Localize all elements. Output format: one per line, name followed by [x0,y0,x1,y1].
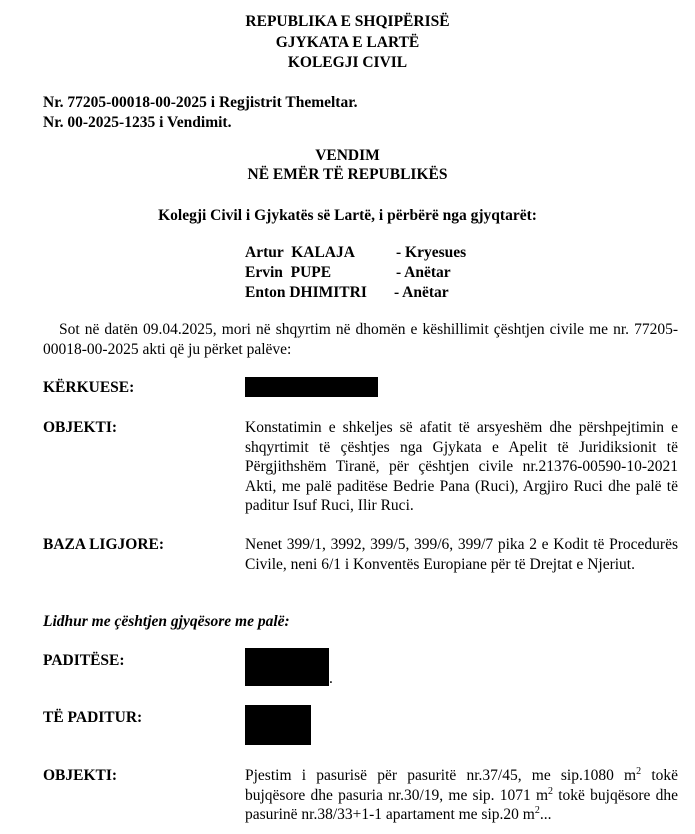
object2-text-part-4: ... [539,806,552,823]
header-republic: REPUBLIKA E SHQIPËRISË [245,13,450,30]
object-label-2: OBJEKTI: [43,767,118,784]
object2-sup-1: 2 [636,765,642,777]
object2-text-part-1: Pjestim i pasurisë për pasuritë nr.37/45, me sip.1080 m [245,767,637,784]
defendants-label: TË PADITUR: [43,709,143,726]
judge-name-2: Ervin PUPE [245,264,332,281]
header-court: GJYKATA E LARTË [275,34,420,51]
plaintiff-trailing-period: . [329,670,333,687]
legal-basis-text: Nenet 399/1, 3992, 399/5, 399/6, 399/7 pika 2 e Kodit të Procedurës Civile, neni 6/1 i Konventës Europiane për të Drejtat e Njeriut. [245,536,678,573]
object2-sup-2: 2 [548,785,554,797]
header-college: KOLEGJI CIVIL [287,54,408,71]
object-label: OBJEKTI: [43,419,118,436]
title-republic: NË EMËR TË REPUBLIKËS [247,166,448,183]
object2-sup-3: 2 [534,804,540,816]
object-text: Konstatimin e shkeljes së afatit të arsyeshëm dhe përshpejtimin e shqyrtimit të çështjes nga Gjykata e Apelit të Juridiksionit të Përgjithshëm Tiranë, për çështjen civile nr.21376-00590-10-2021 Akti, me palë paditëse Bedrie Pana (Ruci), Argjiro Ruci dhe palë të paditur Isuf Ruci, Ilir Ruci. [245,419,678,514]
judge-name-3: Enton DHIMITRI [245,284,367,301]
legal-basis-label: BAZA LIGJORE: [43,536,165,553]
decision-number: Nr. 00-2025-1235 i Vendimit. [43,114,232,131]
object2-text-part-2: tokë bujqësore dhe pasuria nr.30/19, me sip. 1071 m [245,767,679,804]
register-number: Nr. 77205-00018-00-2025 i Regjistrit Themeltar. [43,94,358,111]
claimant-redaction [245,377,378,397]
judge-role-3: - Anëtar [394,284,449,301]
object2-text-part-3: tokë bujqësore dhe pasurinë nr.38/33+1-1 apartament me sip.20 m [245,786,679,823]
intro-paragraph: Sot në datën 09.04.2025, mori në shqyrtim në dhomën e këshillimit çështjen civile me nr. 77205-00018-00-2025 akti që ju përket palëve: [43,321,678,358]
related-case-heading: Lidhur me çështjen gjyqësore me palë: [43,613,290,630]
object-text-2 [245,766,678,825]
claimant-label: KËRKUESE: [43,379,135,396]
plaintiff-redaction [245,648,329,686]
judge-role-2: - Anëtar [396,264,451,281]
judge-role-1: - Kryesues [396,244,467,261]
defendants-redaction [245,705,311,745]
judge-name-1: Artur KALAJA [245,244,355,261]
panel-intro: Kolegji Civil i Gjykatës së Lartë, i përbërë nga gjyqtarët: [158,207,537,224]
title-vendim: VENDIM [315,147,380,164]
plaintiff-label: PADITËSE: [43,652,125,669]
